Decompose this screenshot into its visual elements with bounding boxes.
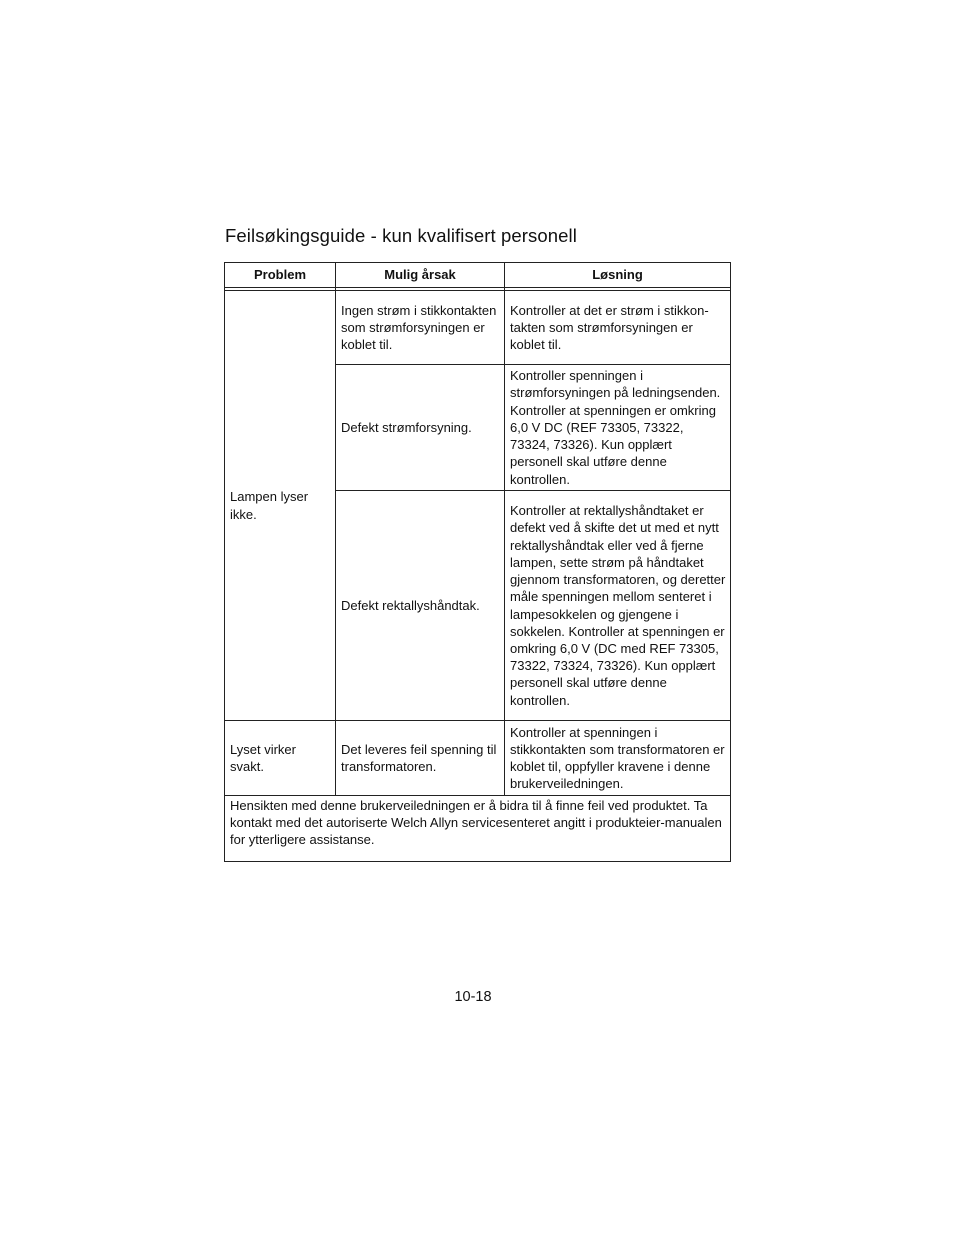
- header-problem: Problem: [225, 263, 336, 288]
- table-header-row: [225, 263, 731, 288]
- cause-cell: Det leveres feil spenning til transformatoren.: [336, 721, 505, 796]
- table-row: [225, 721, 731, 796]
- page-title: Feilsøkingsguide - kun kvalifisert personell: [225, 225, 577, 246]
- troubleshooting-table: [224, 262, 731, 862]
- cause-cell: Ingen strøm i stikkontakten som strømforsyningen er koblet til.: [336, 291, 505, 365]
- solution-cell: Kontroller at rektallyshåndtaket er defekt ved å skifte det ut med et nytt rektallyshåndtak eller ved å fjerne lampen, sette strøm på håndtaket gjennom transformatoren, og deretter måle spenningen mellom senteret i lampesokkelen og gjengene i sokkelen. Kontroller at spenningen er omkring 6,0 V (DC med REF 73305, 73322, 73324, 73326). Kun opplært personell skal utføre denne kontrollen.: [505, 491, 731, 721]
- solution-cell: Kontroller at spenningen i stikkontakten som transformatoren er koblet til, oppfyller kravene i denne brukerveiledningen.: [505, 721, 731, 796]
- table-row: [225, 291, 731, 365]
- solution-cell: Kontroller at det er strøm i stikkon-takten som strømforsyningen er koblet til.: [505, 291, 731, 365]
- solution-cell: Kontroller spenningen i strømforsyningen på ledningsenden. Kontroller at spenningen er omkring 6,0 V DC (REF 73305, 73322, 73324, 73326). Kun opplært personell skal utføre denne kontrollen.: [505, 365, 731, 491]
- problem-cell: Lampen lyser ikke.: [225, 291, 336, 721]
- problem-cell: Lyset virker svakt.: [225, 721, 336, 796]
- table-note-row: [225, 796, 731, 862]
- cause-cell: Defekt rektallyshåndtak.: [336, 491, 505, 721]
- footer-note: Hensikten med denne brukerveiledningen er å bidra til å finne feil ved produktet. Ta kontakt med det autoriserte Welch Allyn servicesenteret angitt i produkteier-manualen for ytterligere assistanse.: [225, 796, 731, 862]
- page-number: 10-18: [454, 989, 492, 1005]
- header-solution: Løsning: [505, 263, 731, 288]
- cause-cell: Defekt strømforsyning.: [336, 365, 505, 491]
- header-cause: Mulig årsak: [336, 263, 505, 288]
